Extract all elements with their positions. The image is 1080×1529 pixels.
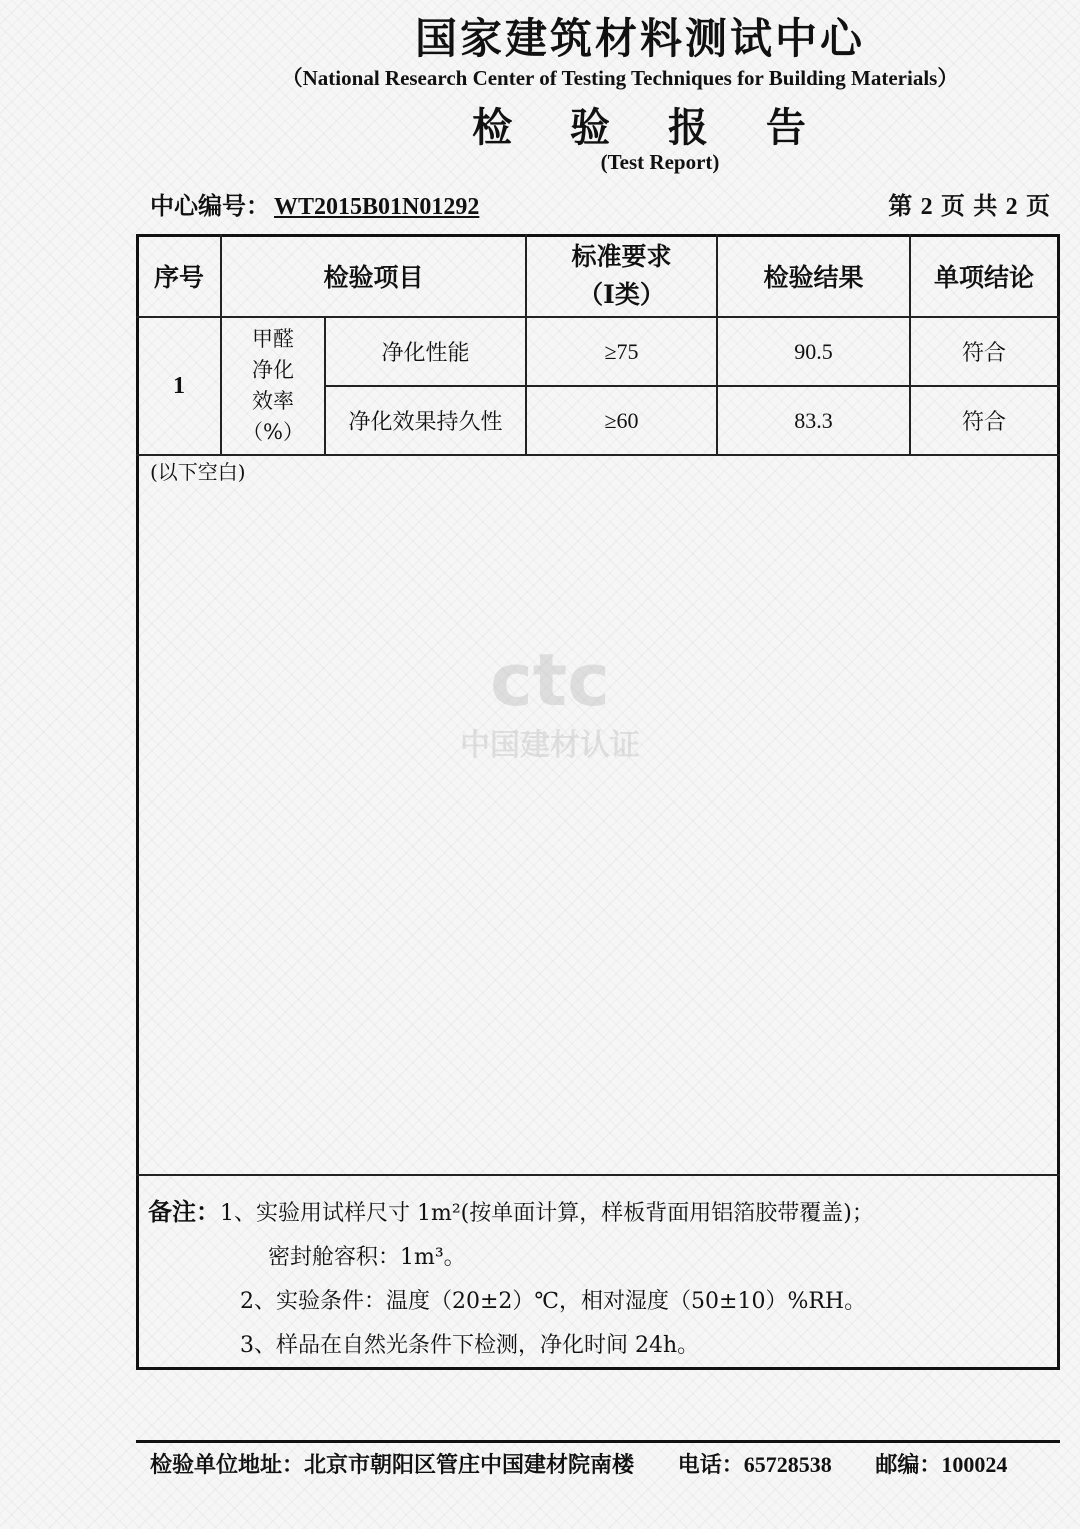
- page-suffix: 页: [1026, 191, 1050, 220]
- center-number-label: 中心编号：: [150, 191, 270, 220]
- header-result: 检验结果: [763, 263, 864, 292]
- watermark-caption: 中国建材认证: [460, 728, 640, 763]
- report-title-cn: 检 验 报 告: [472, 104, 828, 151]
- row2-standard: ≥60: [604, 407, 639, 433]
- category-line: 甲醛: [252, 327, 294, 351]
- header-item: 检验项目: [323, 263, 424, 292]
- org-title-cn: 国家建筑材料测试中心: [414, 14, 865, 63]
- zip-label: 邮编：: [875, 1452, 942, 1478]
- table-body-divider: [136, 454, 1060, 456]
- phone-label: 电话：: [677, 1452, 744, 1478]
- footer-address: [150, 1452, 634, 1478]
- footer-phone: [678, 1452, 832, 1478]
- address-value: 北京市朝阳区管庄中国建材院南楼: [304, 1452, 635, 1478]
- row1-standard: ≥75: [604, 338, 639, 364]
- header-seq: 序号: [153, 263, 204, 292]
- page-prefix: 第: [888, 191, 913, 220]
- center-number: [150, 186, 479, 221]
- note-line-4: 3、样品在自然光条件下检测，净化时间 24h。: [240, 1333, 700, 1358]
- blank-note: (以下空白): [150, 460, 246, 484]
- footer-divider: [136, 1440, 1060, 1443]
- page-current: 2: [920, 194, 933, 220]
- header-standard-line2: （Ⅰ类）: [578, 280, 665, 309]
- notes-label: 备注：: [148, 1197, 220, 1226]
- phone-value: 65728538: [743, 1452, 832, 1477]
- page-indicator: [888, 186, 1050, 221]
- header-standard-line1: 标准要求: [571, 242, 672, 271]
- notes-section: [148, 1190, 874, 1368]
- category-line: 净化: [252, 358, 294, 382]
- center-number-value: WT2015B01N01292: [274, 194, 480, 220]
- group-category: [222, 318, 324, 454]
- category-line: 效率: [252, 389, 294, 413]
- row1-item: 净化性能: [381, 341, 470, 366]
- category-line: （%）: [242, 420, 304, 444]
- report-title-en: (Test Report): [600, 150, 720, 174]
- note-line-1: 1、实验用试样尺寸 1m²(按单面计算，样板背面用铝箔胶带覆盖)；: [220, 1201, 874, 1226]
- org-title-en: （National Research Center of Testing Techniques for Building Materials）: [281, 66, 959, 90]
- notes-divider: [136, 1174, 1060, 1176]
- header-standard: [527, 236, 716, 316]
- note-line-2: 密封舱容积：1m³。: [268, 1245, 466, 1270]
- row1-result: 90.5: [794, 338, 833, 364]
- page-mid: 页 共: [940, 191, 998, 220]
- group-seq: 1: [173, 372, 185, 399]
- row1-conclusion: 符合: [961, 341, 1006, 366]
- zip-value: 100024: [941, 1452, 1008, 1477]
- header-conclusion: 单项结论: [933, 263, 1034, 292]
- watermark-logo: ctc: [490, 638, 610, 722]
- row2-conclusion: 符合: [961, 410, 1006, 435]
- row2-result: 83.3: [794, 407, 833, 433]
- footer-zip: [875, 1452, 1007, 1478]
- address-label: 检验单位地址：: [150, 1452, 305, 1478]
- page-total: 2: [1005, 194, 1018, 220]
- footer: [150, 1448, 1007, 1479]
- note-line-3: 2、实验条件：温度（20±2）℃，相对湿度（50±10）%RH。: [240, 1289, 867, 1314]
- row2-item: 净化效果持久性: [348, 410, 503, 435]
